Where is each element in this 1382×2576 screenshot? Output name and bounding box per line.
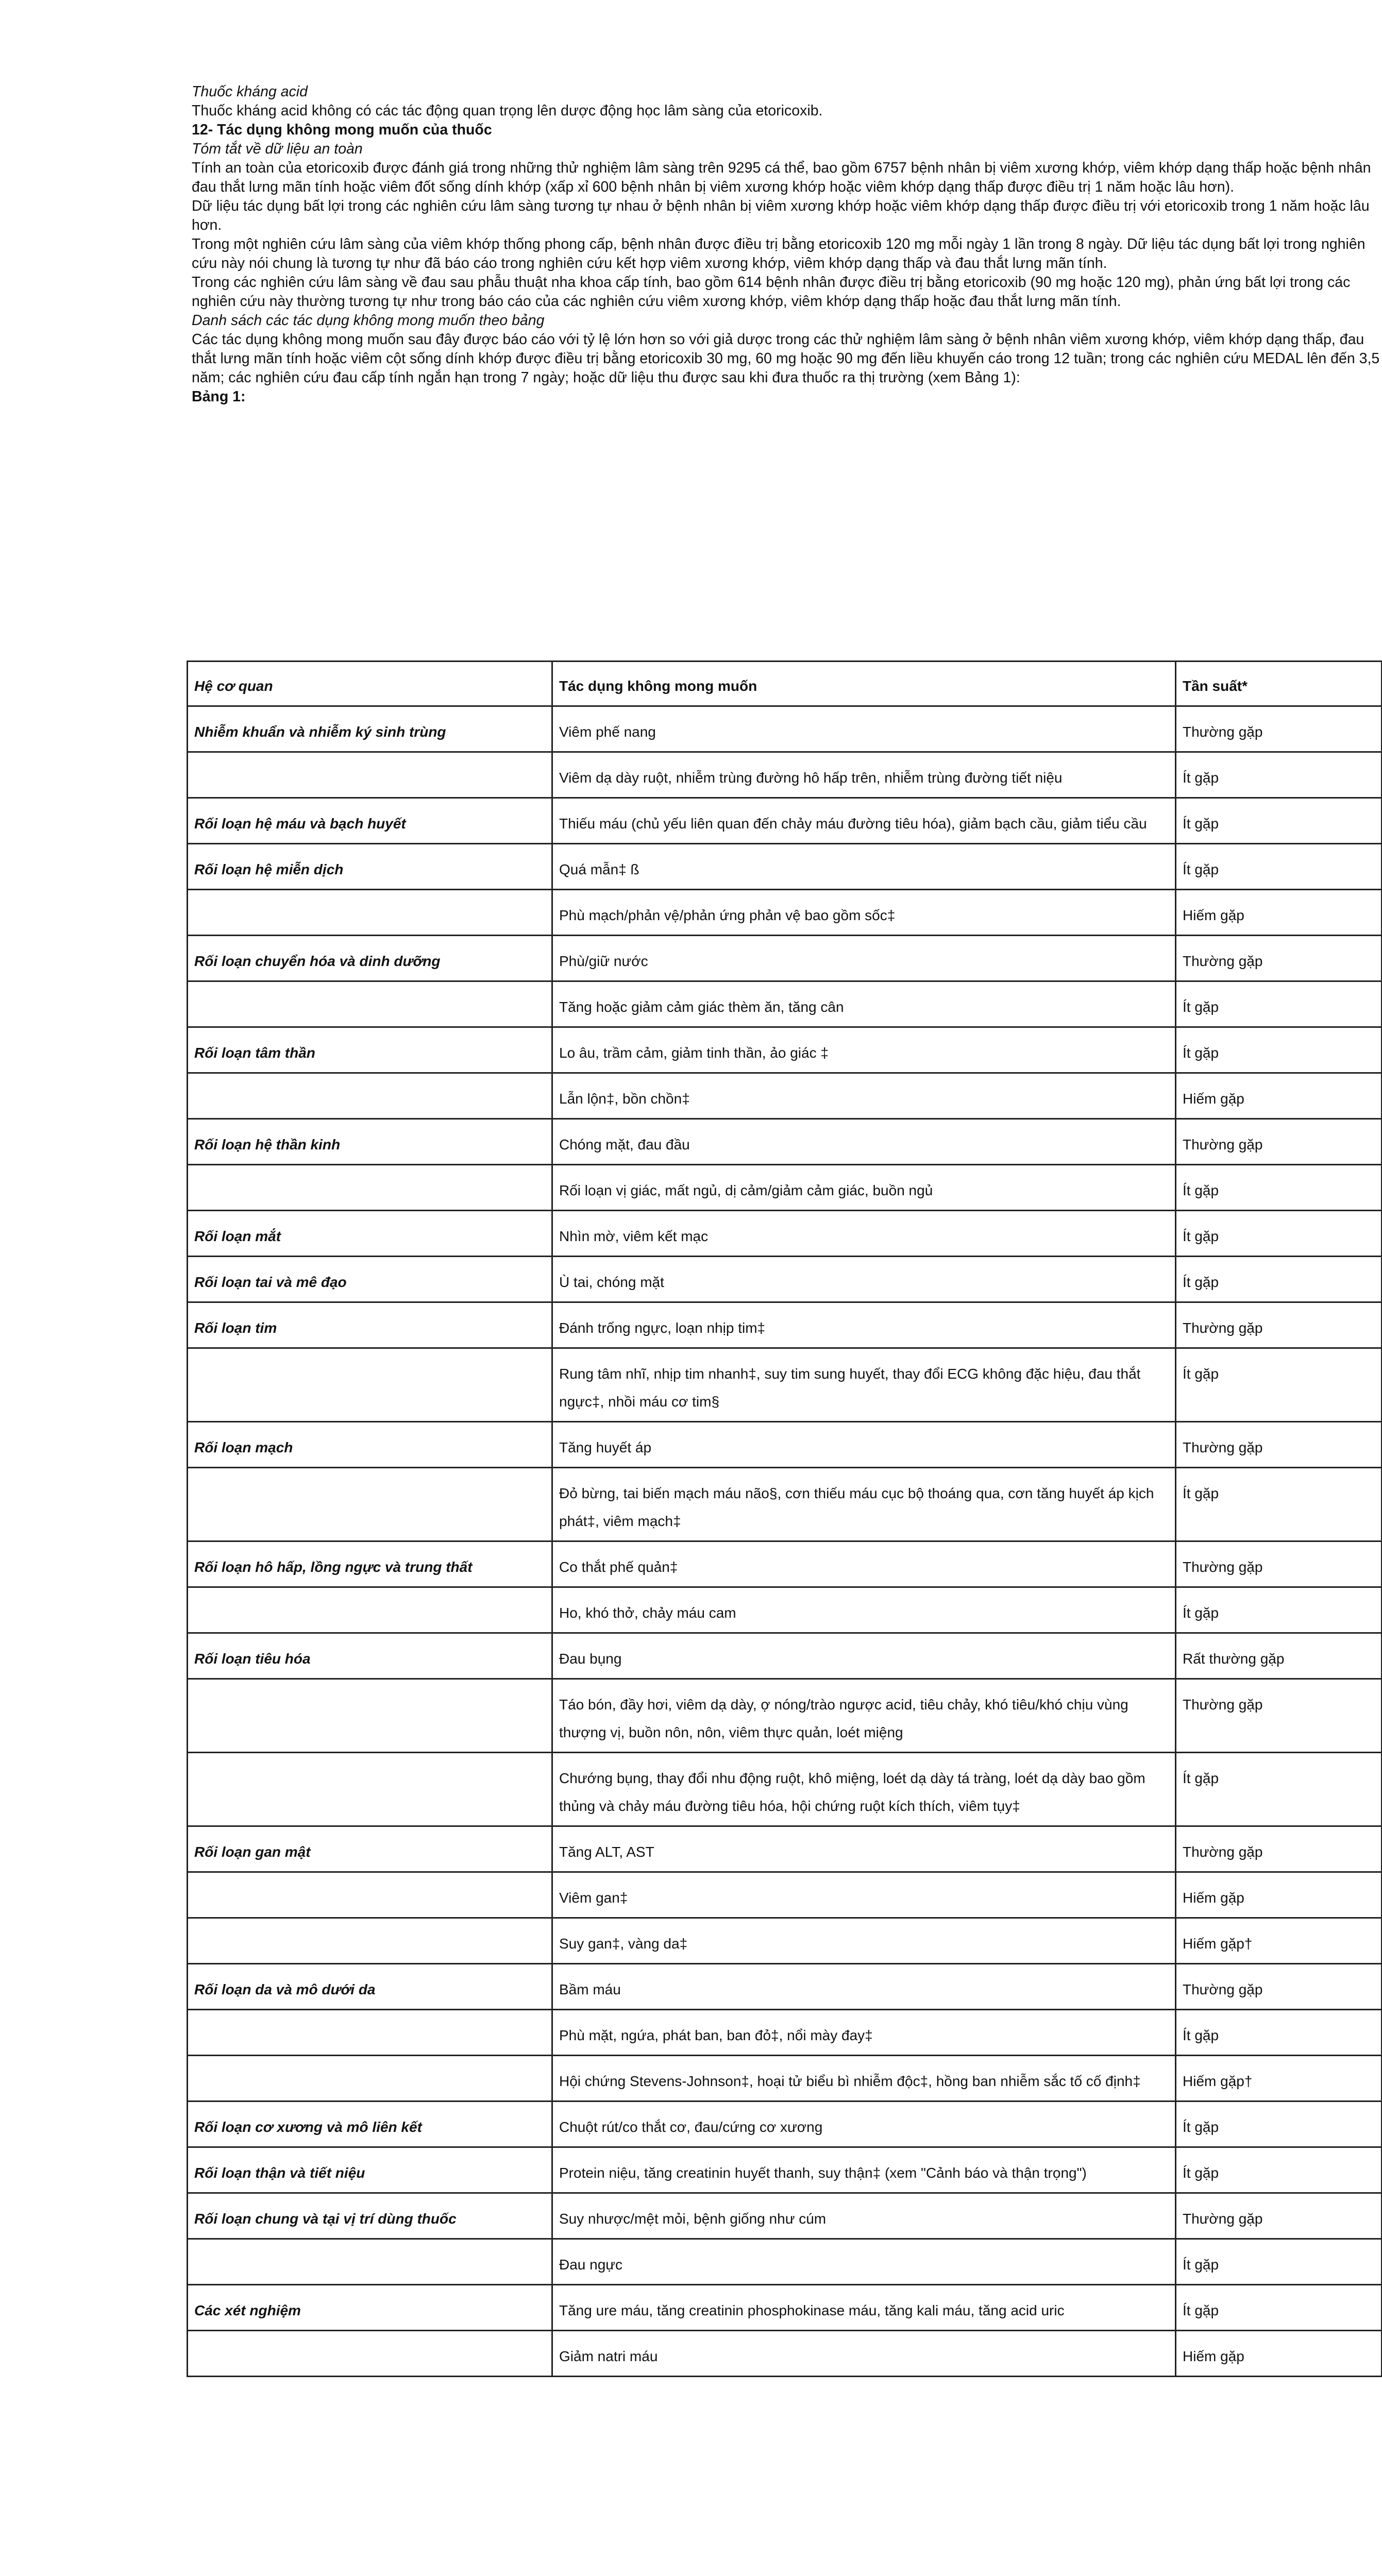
- table-row: [188, 1964, 1382, 2010]
- table-row: [188, 1872, 1382, 1918]
- frequency-cell: Ít gặp: [1176, 1348, 1382, 1422]
- table-row: [188, 706, 1382, 752]
- organ-system-cell: [188, 890, 552, 936]
- table-row: [188, 844, 1382, 890]
- frequency-cell: Ít gặp: [1176, 752, 1382, 798]
- organ-system-cell: Rối loạn hệ miễn dịch: [188, 844, 552, 890]
- organ-system-cell: Rối loạn thận và tiết niệu: [188, 2147, 552, 2193]
- table-row: [188, 981, 1382, 1027]
- adverse-effect-cell: Đau bụng: [552, 1633, 1176, 1679]
- organ-system-cell: Rối loạn hệ máu và bạch huyết: [188, 798, 552, 844]
- frequency-cell: Ít gặp: [1176, 1211, 1382, 1257]
- table-row: [188, 1918, 1382, 1964]
- header-organ-system: Hệ cơ quan: [188, 662, 552, 706]
- organ-system-cell: [188, 1872, 552, 1918]
- organ-system-cell: [188, 2239, 552, 2285]
- subsection-heading: Thuốc kháng acid: [192, 83, 308, 100]
- frequency-cell: Ít gặp: [1176, 2147, 1382, 2193]
- frequency-cell: Thường gặp: [1176, 706, 1382, 752]
- organ-system-cell: [188, 752, 552, 798]
- table-row: [188, 2102, 1382, 2147]
- frequency-cell: Thường gặp: [1176, 1422, 1382, 1468]
- table-row: [188, 1541, 1382, 1587]
- table-row: [188, 1468, 1382, 1541]
- section-heading: Bảng 1:: [192, 388, 246, 405]
- frequency-cell: Ít gặp: [1176, 2102, 1382, 2147]
- table-row: [188, 1119, 1382, 1165]
- frequency-cell: Ít gặp: [1176, 1587, 1382, 1633]
- adverse-effect-cell: Co thắt phế quản‡: [552, 1541, 1176, 1587]
- frequency-cell: Thường gặp: [1176, 1541, 1382, 1587]
- organ-system-cell: [188, 2010, 552, 2056]
- organ-system-cell: Rối loạn tâm thần: [188, 1027, 552, 1073]
- adverse-effect-cell: Phù mặt, ngứa, phát ban, ban đỏ‡, nổi mày đay‡: [552, 2010, 1176, 2056]
- frequency-cell: Thường gặp: [1176, 1679, 1382, 1753]
- table-row: [188, 2147, 1382, 2193]
- table-body: [188, 706, 1382, 2377]
- frequency-cell: Hiếm gặp: [1176, 1872, 1382, 1918]
- frequency-cell: Ít gặp: [1176, 1257, 1382, 1302]
- adverse-effect-cell: Viêm dạ dày ruột, nhiễm trùng đường hô hấp trên, nhiễm trùng đường tiết niệu: [552, 752, 1176, 798]
- table-row: [188, 798, 1382, 844]
- frequency-cell: Hiếm gặp†: [1176, 1918, 1382, 1964]
- paragraph: Các tác dụng không mong muốn sau đây được báo cáo với tỷ lệ lớn hơn so với giả dược trong các thử nghiệm lâm sàng ở bệnh nhân viêm xương khớp, viêm khớp dạng thấp, đau thắt lưng mãn tính hoặc viêm cột sống dính khớp được điều trị bằng etoricoxib 30 mg, 60 mg hoặc 90 mg đến liều khuyến cáo trong 12 tuần; trong các nghiên cứu MEDAL lên đến 3,5 năm; các nghiên cứu đau cấp tính ngắn hạn trong 7 ngày; hoặc dữ liệu thu được sau khi đưa thuốc ra thị trường (xem Bảng 1):: [192, 331, 1380, 386]
- adverse-effect-cell: Giảm natri máu: [552, 2331, 1176, 2377]
- adverse-effect-cell: Quá mẫn‡ ß: [552, 844, 1176, 890]
- paragraph: Trong các nghiên cứu lâm sàng về đau sau phẫu thuật nha khoa cấp tính, bao gồm 614 bệnh nhân được điều trị bằng etoricoxib (90 mg hoặc 120 mg), phản ứng bất lợi trong các nghiên cứu này thường tương tự như trong báo cáo của các nghiên cứu viêm xương khớp, viêm khớp dạng thấp hoặc đau thắt lưng mãn tính.: [192, 274, 1351, 310]
- paragraph: Tính an toàn của etoricoxib được đánh giá trong những thử nghiệm lâm sàng trên 9295 cá thể, bao gồm 6757 bệnh nhân bị viêm xương khớp, viêm khớp dạng thấp hoặc bệnh nhân đau thắt lưng mãn tính hoặc viêm đốt sống dính khớp (xấp xỉ 600 bệnh nhân bị viêm xương khớp hoặc viêm khớp dạng thấp được điều trị 1 năm hoặc lâu hơn).: [192, 160, 1371, 195]
- organ-system-cell: Rối loạn hô hấp, lồng ngực và trung thất: [188, 1541, 552, 1587]
- organ-system-cell: [188, 1753, 552, 1826]
- document-page: [192, 82, 1382, 406]
- intro-section: [192, 82, 1382, 406]
- adverse-effect-cell: Hội chứng Stevens-Johnson‡, hoại tử biểu bì nhiễm độc‡, hồng ban nhiễm sắc tố cố định‡: [552, 2056, 1176, 2102]
- table-row: [188, 1826, 1382, 1872]
- adverse-effect-cell: Suy nhược/mệt mỏi, bệnh giống như cúm: [552, 2193, 1176, 2239]
- frequency-cell: Ít gặp: [1176, 1753, 1382, 1826]
- frequency-cell: Ít gặp: [1176, 2285, 1382, 2331]
- table-row: [188, 2193, 1382, 2239]
- paragraph: Trong một nghiên cứu lâm sàng của viêm khớp thống phong cấp, bệnh nhân được điều trị bằng etoricoxib 120 mg mỗi ngày 1 lần trong 8 ngày. Dữ liệu tác dụng bất lợi trong nghiên cứu này nói chung là tương tự như đã báo cáo trong nghiên cứu kết hợp viêm xương khớp, viêm khớp dạng thấp và đau thắt lưng mãn tính.: [192, 236, 1366, 272]
- organ-system-cell: [188, 1587, 552, 1633]
- adverse-effect-cell: Táo bón, đầy hơi, viêm dạ dày, ợ nóng/trào ngược acid, tiêu chảy, khó tiêu/khó chịu vùng thượng vị, buồn nôn, nôn, viêm thực quản, loét miệng: [552, 1679, 1176, 1753]
- table-row: [188, 1073, 1382, 1119]
- adverse-effect-cell: Tăng ALT, AST: [552, 1826, 1176, 1872]
- table-row: [188, 2285, 1382, 2331]
- adverse-effect-cell: Thiếu máu (chủ yếu liên quan đến chảy máu đường tiêu hóa), giảm bạch cầu, giảm tiểu cầu: [552, 798, 1176, 844]
- table-row: [188, 2239, 1382, 2285]
- adverse-effects-table: [187, 660, 1382, 2377]
- subsection-heading: Tóm tắt về dữ liệu an toàn: [192, 141, 363, 157]
- table-row: [188, 1679, 1382, 1753]
- table-row: [188, 752, 1382, 798]
- adverse-effect-cell: Phù mạch/phản vệ/phản ứng phản vệ bao gồm sốc‡: [552, 890, 1176, 936]
- frequency-cell: Ít gặp: [1176, 1468, 1382, 1541]
- adverse-effect-cell: Viêm gan‡: [552, 1872, 1176, 1918]
- adverse-effect-cell: Tăng huyết áp: [552, 1422, 1176, 1468]
- table-row: [188, 2010, 1382, 2056]
- table-row: [188, 890, 1382, 936]
- adverse-effect-cell: Chóng mặt, đau đầu: [552, 1119, 1176, 1165]
- organ-system-cell: Rối loạn hệ thần kinh: [188, 1119, 552, 1165]
- organ-system-cell: Rối loạn mạch: [188, 1422, 552, 1468]
- table-row: [188, 1165, 1382, 1211]
- table-row: [188, 1211, 1382, 1257]
- adverse-effect-cell: Phù/giữ nước: [552, 936, 1176, 981]
- frequency-cell: Thường gặp: [1176, 1302, 1382, 1348]
- subsection-heading: Danh sách các tác dụng không mong muốn theo bảng: [192, 312, 545, 329]
- organ-system-cell: Rối loạn chung và tại vị trí dùng thuốc: [188, 2193, 552, 2239]
- organ-system-cell: Rối loạn da và mô dưới da: [188, 1964, 552, 2010]
- organ-system-cell: [188, 2056, 552, 2102]
- frequency-cell: Hiếm gặp: [1176, 1073, 1382, 1119]
- adverse-effect-cell: Suy gan‡, vàng da‡: [552, 1918, 1176, 1964]
- frequency-cell: Hiếm gặp†: [1176, 2056, 1382, 2102]
- adverse-effect-cell: Lẫn lộn‡, bồn chồn‡: [552, 1073, 1176, 1119]
- frequency-cell: Thường gặp: [1176, 936, 1382, 981]
- table-row: [188, 1257, 1382, 1302]
- organ-system-cell: Rối loạn tiêu hóa: [188, 1633, 552, 1679]
- adverse-effect-cell: Ho, khó thở, chảy máu cam: [552, 1587, 1176, 1633]
- frequency-cell: Ít gặp: [1176, 1165, 1382, 1211]
- frequency-cell: Ít gặp: [1176, 798, 1382, 844]
- frequency-cell: Ít gặp: [1176, 1027, 1382, 1073]
- frequency-cell: Ít gặp: [1176, 2010, 1382, 2056]
- adverse-effect-cell: Rung tâm nhĩ, nhịp tim nhanh‡, suy tim sung huyết, thay đổi ECG không đặc hiệu, đau thắt ngực‡, nhồi máu cơ tim§: [552, 1348, 1176, 1422]
- adverse-effect-cell: Chướng bụng, thay đổi nhu động ruột, khô miệng, loét dạ dày tá tràng, loét dạ dày bao gồm thủng và chảy máu đường tiêu hóa, hội chứng ruột kích thích, viêm tụy‡: [552, 1753, 1176, 1826]
- adverse-effect-cell: Nhìn mờ, viêm kết mạc: [552, 1211, 1176, 1257]
- organ-system-cell: [188, 981, 552, 1027]
- section-heading: 12- Tác dụng không mong muốn của thuốc: [192, 122, 492, 138]
- organ-system-cell: [188, 1468, 552, 1541]
- frequency-cell: Thường gặp: [1176, 1964, 1382, 2010]
- frequency-cell: Thường gặp: [1176, 1119, 1382, 1165]
- frequency-cell: Rất thường gặp: [1176, 1633, 1382, 1679]
- table-row: [188, 1422, 1382, 1468]
- table-row: [188, 1587, 1382, 1633]
- organ-system-cell: Các xét nghiệm: [188, 2285, 552, 2331]
- adverse-effect-cell: Ù tai, chóng mặt: [552, 1257, 1176, 1302]
- table-row: [188, 1633, 1382, 1679]
- organ-system-cell: [188, 1165, 552, 1211]
- organ-system-cell: Rối loạn tai và mê đạo: [188, 1257, 552, 1302]
- header-adverse-effect: Tác dụng không mong muốn: [552, 662, 1176, 706]
- organ-system-cell: Rối loạn gan mật: [188, 1826, 552, 1872]
- paragraph: Dữ liệu tác dụng bất lợi trong các nghiên cứu lâm sàng tương tự nhau ở bệnh nhân bị viêm xương khớp hoặc viêm khớp dạng thấp được điều trị với etoricoxib trong 1 năm hoặc lâu hơn.: [192, 198, 1370, 233]
- organ-system-cell: Nhiễm khuẩn và nhiễm ký sinh trùng: [188, 706, 552, 752]
- frequency-cell: Ít gặp: [1176, 2239, 1382, 2285]
- frequency-cell: Hiếm gặp: [1176, 2331, 1382, 2377]
- adverse-effect-cell: Tăng hoặc giảm cảm giác thèm ăn, tăng cân: [552, 981, 1176, 1027]
- adverse-effect-cell: Rối loạn vị giác, mất ngủ, dị cảm/giảm cảm giác, buồn ngủ: [552, 1165, 1176, 1211]
- table-row: [188, 1348, 1382, 1422]
- table-row: [188, 2331, 1382, 2377]
- organ-system-cell: Rối loạn tim: [188, 1302, 552, 1348]
- adverse-effect-cell: Chuột rút/co thắt cơ, đau/cứng cơ xương: [552, 2102, 1176, 2147]
- frequency-cell: Ít gặp: [1176, 981, 1382, 1027]
- organ-system-cell: Rối loạn chuyển hóa và dinh dưỡng: [188, 936, 552, 981]
- table-row: [188, 1027, 1382, 1073]
- organ-system-cell: [188, 1348, 552, 1422]
- adverse-effect-cell: Đau ngực: [552, 2239, 1176, 2285]
- table-row: [188, 2056, 1382, 2102]
- table-row: [188, 936, 1382, 981]
- table-row: [188, 1753, 1382, 1826]
- adverse-effect-cell: Đỏ bừng, tai biến mạch máu não§, cơn thiếu máu cục bộ thoáng qua, cơn tăng huyết áp kịch phát‡, viêm mạch‡: [552, 1468, 1176, 1541]
- header-frequency: Tần suất*: [1176, 662, 1382, 706]
- adverse-effects-table-wrapper: [187, 660, 1381, 2377]
- organ-system-cell: [188, 2331, 552, 2377]
- table-header-row: [188, 662, 1382, 706]
- adverse-effect-cell: Bầm máu: [552, 1964, 1176, 2010]
- organ-system-cell: Rối loạn mắt: [188, 1211, 552, 1257]
- adverse-effect-cell: Tăng ure máu, tăng creatinin phosphokinase máu, tăng kali máu, tăng acid uric: [552, 2285, 1176, 2331]
- organ-system-cell: [188, 1918, 552, 1964]
- adverse-effect-cell: Đánh trống ngực, loạn nhịp tim‡: [552, 1302, 1176, 1348]
- frequency-cell: Thường gặp: [1176, 2193, 1382, 2239]
- adverse-effect-cell: Protein niệu, tăng creatinin huyết thanh, suy thận‡ (xem "Cảnh báo và thận trọng"): [552, 2147, 1176, 2193]
- organ-system-cell: [188, 1679, 552, 1753]
- frequency-cell: Ít gặp: [1176, 844, 1382, 890]
- organ-system-cell: [188, 1073, 552, 1119]
- table-row: [188, 1302, 1382, 1348]
- adverse-effect-cell: Viêm phế nang: [552, 706, 1176, 752]
- frequency-cell: Hiếm gặp: [1176, 890, 1382, 936]
- organ-system-cell: Rối loạn cơ xương và mô liên kết: [188, 2102, 552, 2147]
- adverse-effect-cell: Lo âu, trầm cảm, giảm tinh thần, ảo giác ‡: [552, 1027, 1176, 1073]
- paragraph: Thuốc kháng acid không có các tác động quan trọng lên dược động học lâm sàng của etoricoxib.: [192, 103, 823, 119]
- frequency-cell: Thường gặp: [1176, 1826, 1382, 1872]
